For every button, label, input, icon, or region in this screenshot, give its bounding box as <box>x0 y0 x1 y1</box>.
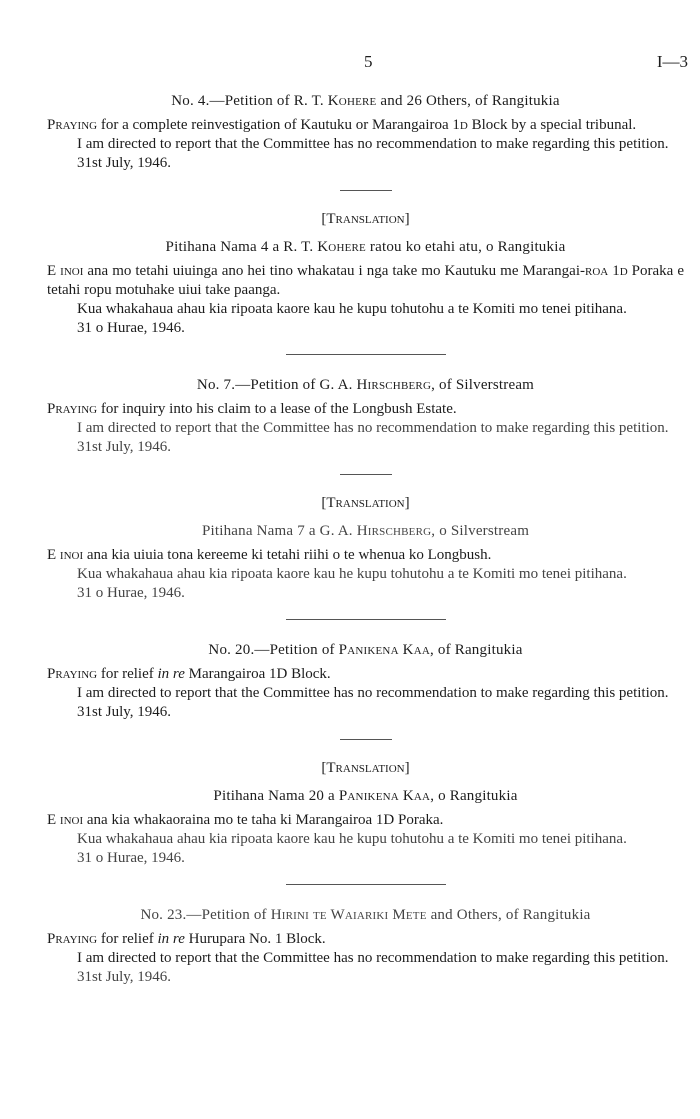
translation-title: Pitihana Nama 20 a Panikena Kaa, o Rangitukia <box>213 788 518 804</box>
translation-prayer: E inoi ana mo tetahi uiuinga ano hei tino whakatau i nga take mo Kautuku me Marangai-roa 1d Poraka e tetahi ropu motuhake uiui take paanga. <box>47 263 684 298</box>
petition-title: No. 23.—Petition of Hirini te Waiariki Mete and Others, of Rangitukia <box>140 907 591 923</box>
translation-title: Pitihana Nama 7 a G. A. Hirschberg, o Silverstream <box>201 523 530 539</box>
divider <box>340 739 392 740</box>
petition-report: I am directed to report that the Committee has no recommendation to make regarding this petition. <box>77 950 669 966</box>
translation-prayer: E inoi ana kia whakaoraina mo te taha ki Marangairoa 1D Poraka. <box>47 812 444 828</box>
translation-label: [Translation] <box>321 495 410 511</box>
section-divider <box>286 354 446 355</box>
petition-title: No. 20.—Petition of Panikena Kaa, of Rangitukia <box>208 642 523 658</box>
translation-label: [Translation] <box>321 760 410 776</box>
petition-prayer: Praying for relief in re Hurupara No. 1 Block. <box>47 931 326 947</box>
translation-prayer: E inoi ana kia uiuia tona kereeme ki tetahi riihi o te whenua ko Longbush. <box>47 547 492 563</box>
petition-4 <box>47 92 684 355</box>
petition-report: I am directed to report that the Committee has no recommendation to make regarding this petition. <box>77 420 669 436</box>
petition-date: 31st July, 1946. <box>77 439 172 455</box>
document-code: I—3 <box>656 52 688 71</box>
petition-7 <box>47 376 684 620</box>
document-body <box>47 92 684 987</box>
petition-20 <box>47 641 684 885</box>
petition-23 <box>47 906 684 987</box>
divider <box>340 474 392 475</box>
petition-date: 31st July, 1946. <box>77 155 172 171</box>
section-divider <box>286 884 446 885</box>
translation-date: 31 o Hurae, 1946. <box>77 320 185 336</box>
translation-report: Kua whakahaua ahau kia ripoata kaore kau he kupu tohutohu a te Komiti mo tenei pitihana. <box>77 301 627 317</box>
petition-title: No. 4.—Petition of R. T. Kohere and 26 Others, of Rangitukia <box>171 93 560 109</box>
petition-report: I am directed to report that the Committee has no recommendation to make regarding this petition. <box>77 136 669 152</box>
petition-report: I am directed to report that the Committee has no recommendation to make regarding this petition. <box>77 685 669 701</box>
page-number: 5 <box>364 52 373 71</box>
section-divider <box>286 619 446 620</box>
petition-date: 31st July, 1946. <box>77 969 172 985</box>
translation-report: Kua whakahaua ahau kia ripoata kaore kau he kupu tohutohu a te Komiti mo tenei pitihana. <box>77 831 627 847</box>
translation-report: Kua whakahaua ahau kia ripoata kaore kau he kupu tohutohu a te Komiti mo tenei pitihana. <box>77 566 627 582</box>
translation-label: [Translation] <box>321 211 410 227</box>
translation-date: 31 o Hurae, 1946. <box>77 585 185 601</box>
petition-prayer: Praying for a complete reinvestigation of Kautuku or Marangairoa 1d Block by a special tribunal. <box>47 117 637 133</box>
petition-prayer: Praying for inquiry into his claim to a lease of the Longbush Estate. <box>47 401 457 417</box>
translation-date: 31 o Hurae, 1946. <box>77 850 185 866</box>
petition-date: 31st July, 1946. <box>77 704 172 720</box>
petition-title: No. 7.—Petition of G. A. Hirschberg, of Silverstream <box>196 377 535 393</box>
translation-title: Pitihana Nama 4 a R. T. Kohere ratou ko etahi atu, o Rangitukia <box>165 239 566 255</box>
petition-prayer: Praying for relief in re Marangairoa 1D Block. <box>47 666 331 682</box>
divider <box>340 190 392 191</box>
